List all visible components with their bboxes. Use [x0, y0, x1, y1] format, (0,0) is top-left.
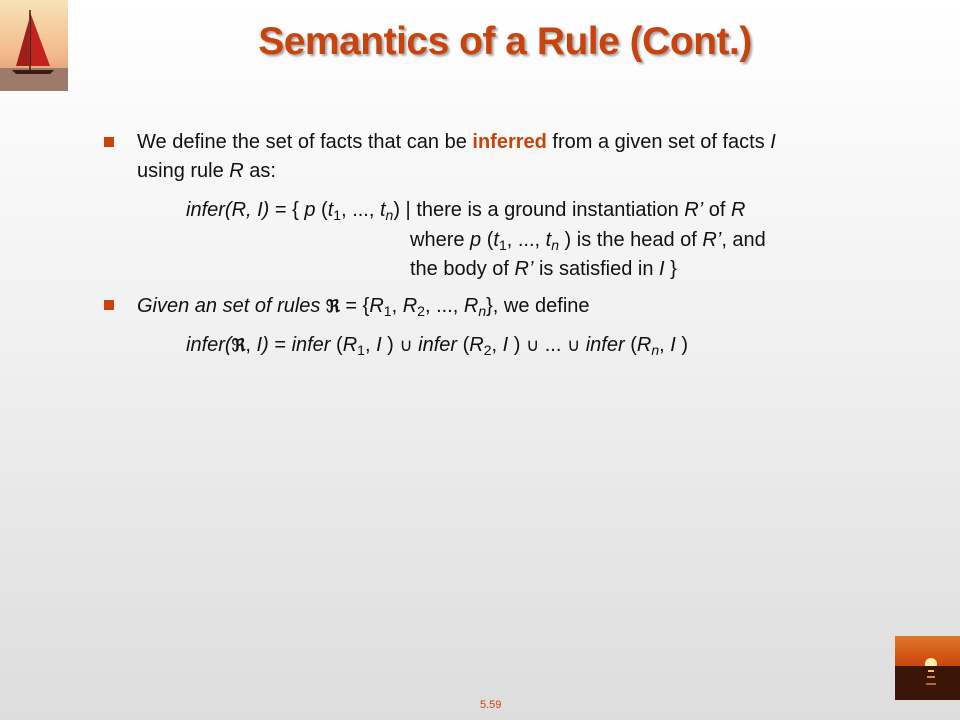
bullet-1-text-cont: from a given set of facts — [546, 131, 771, 153]
bullet-marker — [104, 300, 114, 310]
sunset-image — [895, 636, 960, 700]
bullet-1-line-1: We define the set of facts that can be inferred from a given set of facts I — [137, 131, 776, 153]
infer-definition-line-2: where p ($t_1$, ..., $t_n$ ) is the head of R’, and — [410, 229, 766, 253]
slide-title: Semantics of a Rule (Cont.) — [258, 20, 752, 63]
infer-definition-line-3: the body of R’ is satisfied in I } — [410, 258, 677, 280]
infer-set-definition: infer(ℜ, I) = infer ($R_1$, I ) ∪ infer ($R_2$, I ) ∪ ... ∪ infer ($R_n$, I ) — [186, 334, 689, 358]
bullet-2-line-1: Given an set of rules ℜ = {$R_1$, $R_2$, ..., $R_n$}, we define — [137, 295, 590, 319]
page-number: 5.59 — [480, 699, 502, 711]
bullet-1-text: We define the set of facts that can be — [137, 131, 473, 153]
bullet-2-text: Given an set of rules — [137, 295, 321, 317]
infer-definition-line-1: infer(R, I) = { p ($t_1$, ..., $t_n$) | there is a ground instantiation R’ of R — [186, 199, 746, 223]
emphasis-inferred: inferred — [472, 131, 547, 153]
bullet-1-line-2: using rule R as: — [137, 160, 276, 182]
bullet-marker — [104, 137, 114, 147]
